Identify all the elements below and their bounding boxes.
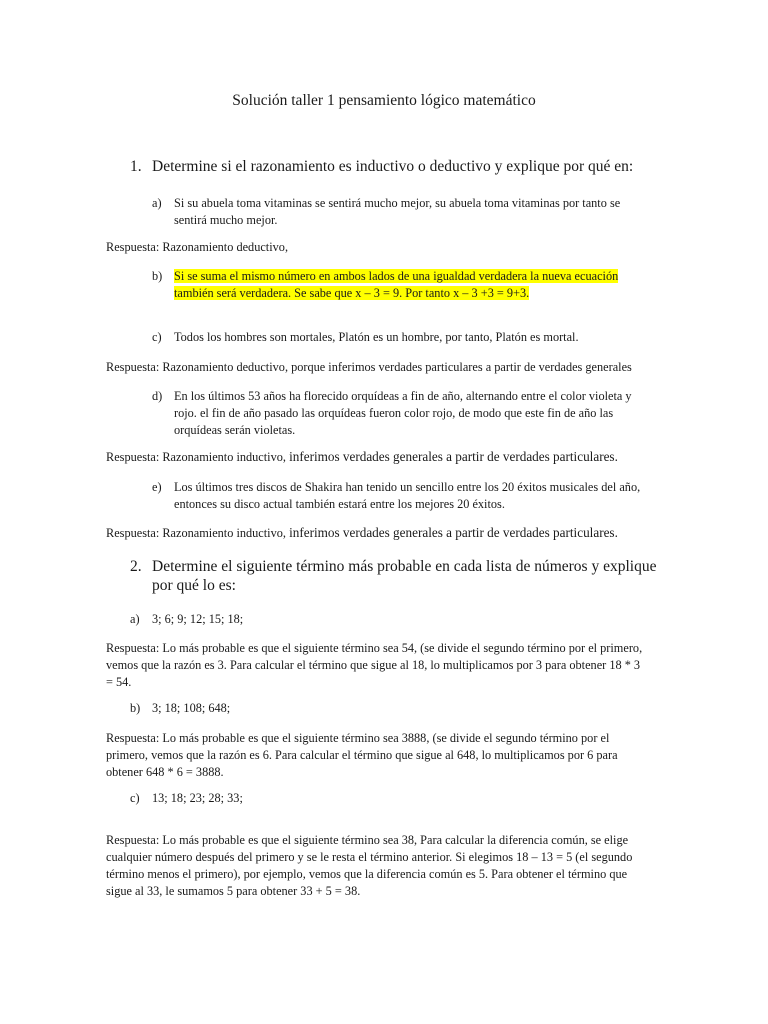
- item-1c-text: [174, 329, 694, 346]
- answer-1d: [106, 449, 618, 465]
- item-1a-text: [174, 195, 694, 229]
- item-1e-label: e): [152, 480, 162, 494]
- answer-2c-line: cualquier número después del primero y se le resta el término anterior. Si elegimos 18 – 13 = 5 (el segundo: [106, 850, 633, 864]
- answer-2b-line: primero, vemos que la razón es 6. Para calcular el término que sigue al 648, lo multiplicamos por 6 para: [106, 748, 618, 762]
- answer-2a-line: vemos que la razón es 3. Para calcular el término que sigue al 18, lo multiplicamos por 3 para obtener 18 * 3: [106, 658, 641, 672]
- answer-2c-line: sigue al 33, le sumamos 5 para obtener 33 + 5 = 38.: [106, 884, 361, 898]
- item-1d-text: [174, 388, 694, 439]
- item-1d-line: orquídeas serán violetas.: [174, 423, 296, 437]
- answer-1e: [106, 525, 618, 541]
- answer-1d-prefix: Respuesta: Razonamiento inductivo,: [106, 450, 290, 464]
- answer-2c-line: término menos el primero), por ejemplo, vemos que la diferencia común es 5. Para obtener el término que: [106, 867, 628, 881]
- answer-2b-line: obtener 648 * 6 = 3888.: [106, 765, 224, 779]
- document-title: Solución taller 1 pensamiento lógico matemático: [232, 92, 536, 109]
- question-2-line: por qué lo es:: [152, 577, 236, 594]
- item-1d-line: rojo. el fin de año pasado las orquídeas fueron color rojo, de modo que este fin de año las: [174, 406, 614, 420]
- answer-2a-line: Respuesta: Lo más probable es que el siguiente término sea 54, (se divide el segundo término por el primero,: [106, 641, 643, 655]
- answer-2b: [106, 730, 686, 781]
- answer-2c: [106, 832, 686, 900]
- answer-2a: [106, 640, 686, 691]
- item-1a-line: Si su abuela toma vitaminas se sentirá mucho mejor, su abuela toma vitaminas por tanto se: [174, 196, 621, 210]
- answer-1e-rest: inferimos verdades generales a partir de verdades particulares.: [289, 525, 618, 540]
- question-2-number: 2.: [130, 558, 142, 575]
- item-1b-line-highlighted: también será verdadera. Se sabe que x – 3 = 9. Por tanto x – 3 +3 = 9+3.: [174, 286, 530, 300]
- answer-2a-line: = 54.: [106, 675, 132, 689]
- item-1d-label: d): [152, 389, 163, 403]
- item-1c-label: c): [152, 330, 162, 344]
- answer-1d-rest: inferimos verdades generales a partir de verdades particulares.: [289, 449, 618, 464]
- item-1e-line: Los últimos tres discos de Shakira han tenido un sencillo entre los 20 éxitos musicales del año,: [174, 480, 641, 494]
- item-2b-label: b): [130, 701, 141, 715]
- item-1b-text: [174, 268, 694, 302]
- item-2b-sequence: 3; 18; 108; 648;: [152, 701, 231, 715]
- question-2-text: [152, 557, 692, 595]
- item-1a-label: a): [152, 196, 162, 210]
- item-1e-text: [174, 479, 694, 513]
- question-1-text: Determine si el razonamiento es inductivo o deductivo y explique por qué en:: [152, 158, 634, 175]
- item-2a-label: a): [130, 612, 140, 626]
- answer-1c: Respuesta: Razonamiento deductivo, porque inferimos verdades particulares a partir de verdades generales: [106, 360, 632, 374]
- item-1d-line: En los últimos 53 años ha florecido orquídeas a fin de año, alternando entre el color violeta y: [174, 389, 632, 403]
- answer-2b-line: Respuesta: Lo más probable es que el siguiente término sea 3888, (se divide el segundo término por el: [106, 731, 610, 745]
- item-1e-line: entonces su disco actual también estará entre los mejores 20 éxitos.: [174, 497, 505, 511]
- item-1b-line-highlighted: Si se suma el mismo número en ambos lados de una igualdad verdadera la nueva ecuación: [174, 269, 619, 283]
- item-2c-sequence: 13; 18; 23; 28; 33;: [152, 791, 243, 805]
- answer-1e-prefix: Respuesta: Razonamiento inductivo,: [106, 526, 290, 540]
- question-1-number: 1.: [130, 158, 142, 175]
- question-2-line: Determine el siguiente término más probable en cada lista de números y explique: [152, 558, 657, 575]
- item-2a-sequence: 3; 6; 9; 12; 15; 18;: [152, 612, 244, 626]
- item-2c-label: c): [130, 791, 140, 805]
- item-1a-line: sentirá mucho mejor.: [174, 213, 278, 227]
- item-1c-line: Todos los hombres son mortales, Platón es un hombre, por tanto, Platón es mortal.: [174, 330, 579, 344]
- answer-2c-line: Respuesta: Lo más probable es que el siguiente término sea 38, Para calcular la diferencia común, se elige: [106, 833, 629, 847]
- answer-1a: Respuesta: Razonamiento deductivo,: [106, 240, 289, 254]
- item-1b-label: b): [152, 269, 163, 283]
